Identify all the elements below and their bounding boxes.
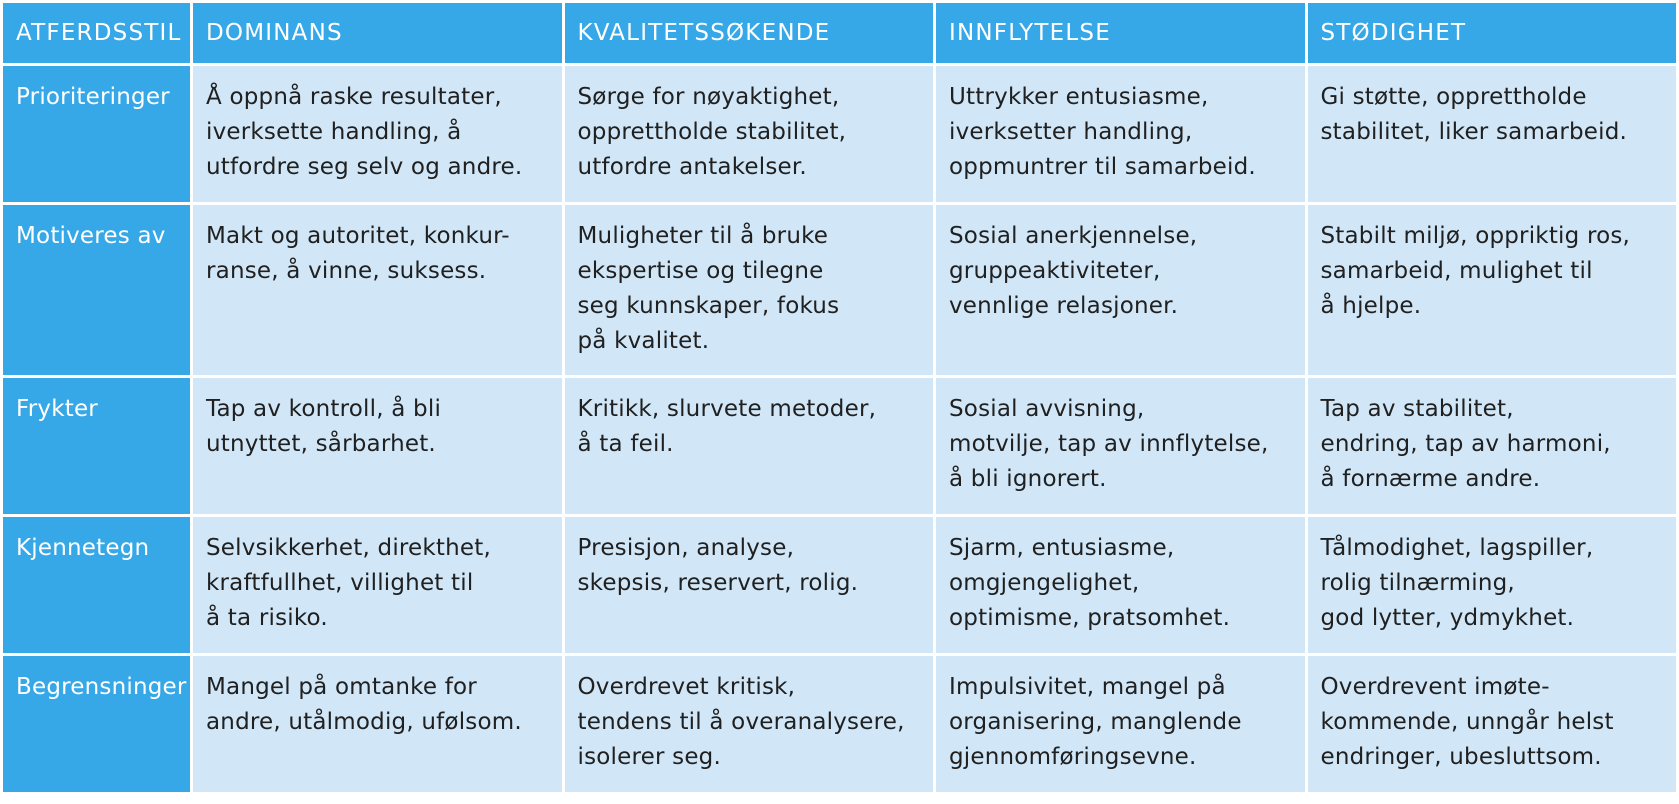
table-row — [3, 378, 1676, 514]
table-cell: Muligheter til å bruke ekspertise og tilegne seg kunnskaper, fokus på kvalitet. — [565, 205, 934, 375]
table-cell: Impulsivitet, mangel på organisering, manglende gjennomføringsevne. — [936, 656, 1305, 792]
table-body — [3, 66, 1676, 792]
table-cell: Overdrevent imøte- kommende, unngår helst endringer, ubesluttsom. — [1308, 656, 1677, 792]
header-row — [3, 3, 1676, 63]
table-cell: Sosial anerkjennelse, gruppeaktiviteter, vennlige relasjoner. — [936, 205, 1305, 375]
header-cell-steadiness: STØDIGHET — [1308, 3, 1677, 63]
table-row — [3, 656, 1676, 792]
table-cell: Tap av stabilitet, endring, tap av harmoni, å fornærme andre. — [1308, 378, 1677, 514]
table-row — [3, 66, 1676, 202]
header-cell-dominance: DOMINANS — [193, 3, 562, 63]
row-label-motivated-by: Motiveres av — [3, 205, 190, 375]
table-cell: Uttrykker entusiasme, iverksetter handling, oppmuntrer til samarbeid. — [936, 66, 1305, 202]
table-cell: Sosial avvisning, motvilje, tap av innflytelse, å bli ignorert. — [936, 378, 1305, 514]
table-cell: Stabilt miljø, oppriktig ros, samarbeid, mulighet til å hjelpe. — [1308, 205, 1677, 375]
header-cell-behavior-style: ATFERDSSTIL — [3, 3, 190, 63]
table-cell: Makt og autoritet, konkur- ranse, å vinne, suksess. — [193, 205, 562, 375]
row-label-characteristics: Kjennetegn — [3, 517, 190, 653]
table-cell: Presisjon, analyse, skepsis, reservert, rolig. — [565, 517, 934, 653]
row-label-fears: Frykter — [3, 378, 190, 514]
table-row — [3, 517, 1676, 653]
table-row — [3, 205, 1676, 375]
table-cell: Tap av kontroll, å bli utnyttet, sårbarhet. — [193, 378, 562, 514]
table-cell: Selvsikkerhet, direkthet, kraftfullhet, villighet til å ta risiko. — [193, 517, 562, 653]
table-cell: Mangel på omtanke for andre, utålmodig, ufølsom. — [193, 656, 562, 792]
row-label-limitations: Begrensninger — [3, 656, 190, 792]
table-cell: Tålmodighet, lagspiller, rolig tilnærming, god lytter, ydmykhet. — [1308, 517, 1677, 653]
table-cell: Kritikk, slurvete metoder, å ta feil. — [565, 378, 934, 514]
table-cell: Overdrevet kritisk, tendens til å overanalysere, isolerer seg. — [565, 656, 934, 792]
header-cell-influence: INNFLYTELSE — [936, 3, 1305, 63]
table-cell: Å oppnå raske resultater, iverksette handling, å utfordre seg selv og andre. — [193, 66, 562, 202]
table-cell: Sørge for nøyaktighet, opprettholde stabilitet, utfordre antakelser. — [565, 66, 934, 202]
table-cell: Sjarm, entusiasme, omgjengelighet, optimisme, pratsomhet. — [936, 517, 1305, 653]
table-header — [3, 3, 1676, 63]
row-label-priorities: Prioriteringer — [3, 66, 190, 202]
header-cell-quality-seeking: KVALITETSSØKENDE — [565, 3, 934, 63]
table-cell: Gi støtte, opprettholde stabilitet, liker samarbeid. — [1308, 66, 1677, 202]
